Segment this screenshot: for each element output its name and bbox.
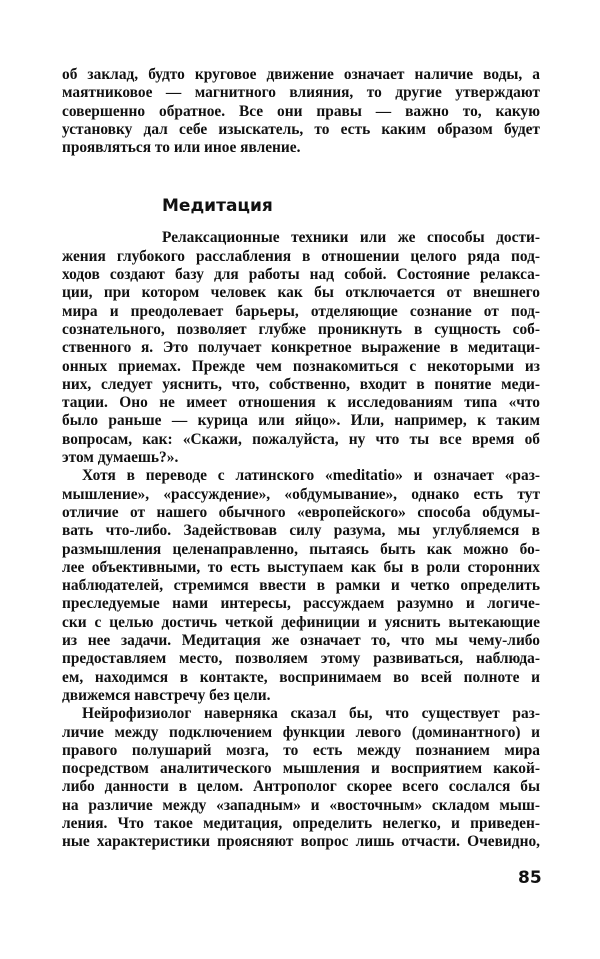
text-line: проявляться то или иное явление. — [62, 139, 301, 157]
text-line: ственного я. Это получает конкретное выражение в медитаци- — [62, 339, 540, 357]
text-line: вать что-либо. Задействовав силу разума, мы углубляемся в — [62, 522, 540, 540]
book-page — [62, 66, 540, 852]
paragraph-2 — [62, 467, 540, 705]
text-line: ции, при котором человек как бы отключается от внешнего — [62, 284, 540, 302]
text-line: на различие между «западным» и «восточным» складом мыш- — [62, 796, 540, 814]
text-line: них, следует уяснить, что, собственно, входит в понятие меди- — [62, 375, 540, 393]
text-line: ски с целью достичь четкой дефиниции и уяснить вытекающие — [62, 613, 540, 631]
text-line: либо данности в целом. Антрополог скорее всего сослался бы — [62, 778, 540, 796]
text-line: ем, находимся в контакте, воспринимаем во всей полноте и — [62, 668, 540, 686]
text-line: Релаксационные техники или же способы дости- — [162, 229, 540, 247]
text-line: ления. Что такое медитация, определить нелегко, и приведен- — [62, 814, 540, 832]
text-line: вопросам, как: «Скажи, пожалуйста, ну что ты все время об — [62, 430, 540, 448]
text-line: этом думаешь?». — [62, 449, 179, 467]
text-line: ходов создают базу для работы над собой. Состояние релакса- — [62, 266, 540, 284]
text-line: маятниковое — магнитного влияния, то другие утверждают — [62, 84, 540, 102]
text-line: движемся навстречу без цели. — [62, 686, 271, 704]
text-line: посредством аналитического мышления и восприятием какой- — [62, 760, 540, 778]
text-line: онных приемах. Прежде чем познакомиться с некоторыми из — [62, 357, 540, 375]
text-line: лее объективными, то есть выступаем как бы в роли сторонних — [62, 558, 540, 576]
text-line: жения глубокого расслабления в отношении целого ряда под- — [62, 247, 540, 265]
text-line: установку дал себе изыскатель, то есть каким образом будет — [62, 120, 540, 138]
text-line: преследуемые нами интересы, рассуждаем разумно и логиче- — [62, 595, 540, 613]
paragraph-3 — [62, 705, 540, 851]
text-line: сознательного, позволяет глубже проникнуть в сущность соб- — [62, 320, 540, 338]
text-line: предоставляем место, позволяем этому развиваться, наблюда- — [62, 650, 540, 668]
text-line: мира и преодолевает барьеры, отделяющие сознание от под- — [62, 302, 540, 320]
text-line: Хотя в переводе с латинского «meditatio» и означает «раз- — [82, 467, 540, 485]
text-line: личие между подключением функции левого (доминантного) и — [62, 723, 540, 741]
section-heading: Медитация — [162, 196, 273, 217]
text-line: об заклад, будто круговое движение означает наличие воды, а — [62, 66, 540, 83]
text-line: размышления целенаправленно, пытаясь быть как можно бо- — [62, 540, 540, 558]
text-line: из нее задачи. Медитация же означает то, что мы чему-либо — [62, 632, 540, 650]
text-line: ные характеристики проясняют вопрос лишь отчасти. Очевидно, — [62, 833, 540, 851]
text-line: было раньше — курица или яйцо». Или, например, к таким — [62, 412, 540, 430]
paragraph-1 — [62, 229, 540, 467]
text-line: тации. Оно не имеет отношения к исследованиям типа «что — [62, 394, 540, 412]
text-line: правого полушарий мозга, то есть между познанием мира — [62, 741, 540, 759]
text-line: мышление», «рассуждение», «обдумывание», однако есть тут — [62, 485, 540, 503]
intro-paragraph — [62, 66, 540, 157]
page-number: 85 — [518, 868, 542, 888]
text-line: совершенно обратное. Все они правы — важно то, какую — [62, 102, 540, 120]
text-line: наблюдателей, стремимся ввести в рамки и четко определить — [62, 577, 540, 595]
text-line: Нейрофизиолог наверняка сказал бы, что существует раз- — [82, 705, 540, 723]
text-line: отличие от нашего обычного «европейского» способа обдумы- — [62, 503, 540, 521]
